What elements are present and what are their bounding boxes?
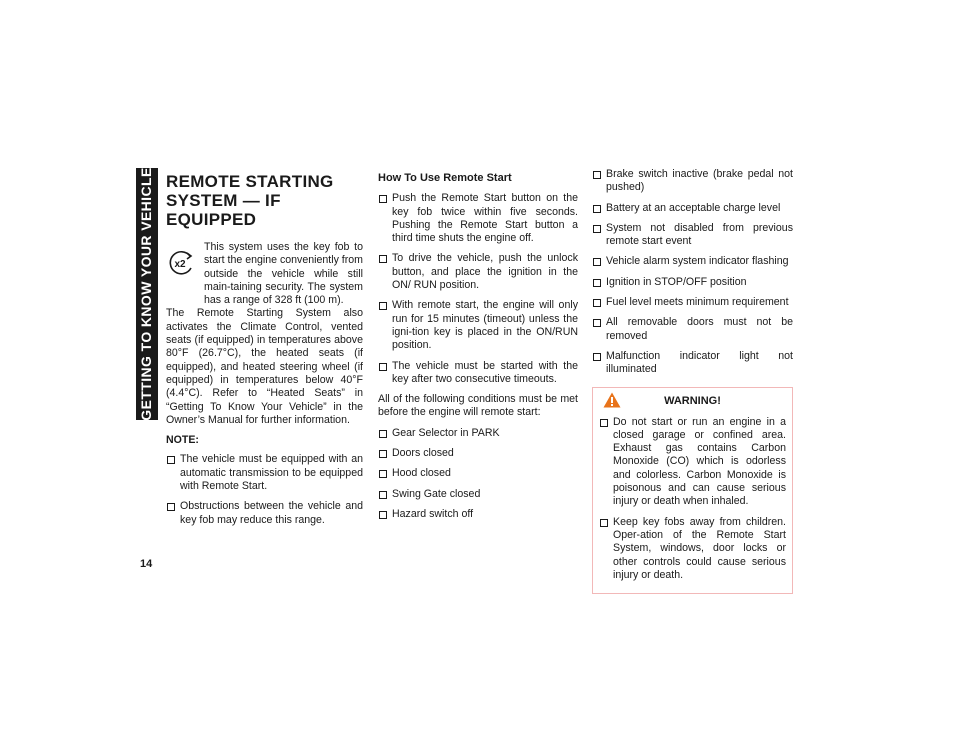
- conditions-continued-list: [592, 168, 793, 377]
- checkbox-bullet-icon: [593, 171, 601, 179]
- intro-paragraph: [166, 241, 363, 307]
- conditions-intro: All of the following conditions must be met before the engine will remote start:: [378, 393, 578, 419]
- list-item: To drive the vehicle, push the unlock button, and place the ignition in the ON/ RUN position.: [378, 252, 578, 292]
- warning-box: [592, 387, 793, 595]
- checkbox-bullet-icon: [379, 491, 387, 499]
- checkbox-bullet-icon: [379, 450, 387, 458]
- intro-text: This system uses the key fob to start the engine conveniently from outside the vehicle while still main-taining security. The system has a range of 328 ft (100 m).: [204, 241, 363, 307]
- checkbox-bullet-icon: [379, 195, 387, 203]
- list-item: Battery at an acceptable charge level: [592, 202, 793, 215]
- list-item: Hood closed: [378, 467, 578, 480]
- fob-icon-label: x2: [174, 259, 186, 270]
- checkbox-bullet-icon: [593, 353, 601, 361]
- checkbox-bullet-icon: [593, 319, 601, 327]
- how-to-list: [378, 192, 578, 386]
- warning-triangle-icon: [603, 392, 621, 408]
- list-item: System not disabled from previous remote start event: [592, 222, 793, 249]
- note-list: [166, 453, 363, 526]
- list-item: All removable doors must not be removed: [592, 316, 793, 343]
- checkbox-bullet-icon: [379, 363, 387, 371]
- list-item: The vehicle must be started with the key after two consecutive timeouts.: [378, 360, 578, 387]
- checkbox-bullet-icon: [593, 258, 601, 266]
- note-label: NOTE:: [166, 434, 199, 447]
- checkbox-bullet-icon: [167, 456, 175, 464]
- page-number: 14: [140, 558, 153, 570]
- checkbox-bullet-icon: [600, 519, 608, 527]
- list-item: Push the Remote Start button on the key fob twice within five seconds. Pushing the Remote Start button a third time shuts the engine off.: [378, 192, 578, 245]
- conditions-list: [378, 427, 578, 521]
- list-item: Gear Selector in PARK: [378, 427, 578, 440]
- checkbox-bullet-icon: [379, 430, 387, 438]
- list-item: Hazard switch off: [378, 508, 578, 521]
- checkbox-bullet-icon: [379, 511, 387, 519]
- warning-header: [599, 394, 786, 408]
- checkbox-bullet-icon: [167, 503, 175, 511]
- column-1: [166, 168, 363, 534]
- list-item: Obstructions between the vehicle and key fob may reduce this range.: [166, 500, 363, 527]
- column-2: [378, 168, 578, 528]
- warning-title: WARNING!: [664, 394, 721, 407]
- checkbox-bullet-icon: [593, 225, 601, 233]
- checkbox-bullet-icon: [600, 419, 608, 427]
- list-item: Do not start or run an engine in a closed garage or confined area. Exhaust gas contains Carbon Monoxide (CO) which is odorless and colorless. Carbon Monoxide is poisonous and can cause serious injury or death when inhaled.: [599, 416, 786, 509]
- list-item: Doors closed: [378, 447, 578, 460]
- checkbox-bullet-icon: [379, 302, 387, 310]
- list-item: Brake switch inactive (brake pedal not pushed): [592, 168, 793, 195]
- list-item: Malfunction indicator light not illuminated: [592, 350, 793, 377]
- list-item: Ignition in STOP/OFF position: [592, 276, 793, 289]
- description-paragraph: The Remote Starting System also activates the Climate Control, vented seats (if equipped) in temperatures above 80°F (26.7°C), the heated seats (if equipped), and heated steering wheel (if equipped) in temperatures below 40°F (4.4°C). Refer to “Heated Seats” in “Getting To Know Your Vehicle” in the Owner’s Manual for further information.: [166, 307, 363, 426]
- chapter-title: GETTING TO KNOW YOUR VEHICLE: [138, 167, 154, 421]
- checkbox-bullet-icon: [593, 299, 601, 307]
- list-item: The vehicle must be equipped with an automatic transmission to be equipped with Remote Start.: [166, 453, 363, 493]
- section-title: REMOTE STARTING SYSTEM — IF EQUIPPED: [166, 172, 334, 229]
- column-3: [592, 168, 793, 594]
- how-to-title: How To Use Remote Start: [378, 172, 512, 184]
- list-item: Swing Gate closed: [378, 488, 578, 501]
- checkbox-bullet-icon: [379, 255, 387, 263]
- list-item: Fuel level meets minimum requirement: [592, 296, 793, 309]
- warning-list: [599, 416, 786, 583]
- list-item: With remote start, the engine will only run for 15 minutes (timeout) unless the igni-tion key is placed in the ON/RUN position.: [378, 299, 578, 352]
- remote-start-x2-icon: [166, 248, 196, 278]
- checkbox-bullet-icon: [593, 205, 601, 213]
- checkbox-bullet-icon: [593, 279, 601, 287]
- list-item: Vehicle alarm system indicator flashing: [592, 255, 793, 268]
- list-item: Keep key fobs away from children. Oper-ation of the Remote Start System, windows, door locks or other controls could cause serious injury or death.: [599, 516, 786, 582]
- checkbox-bullet-icon: [379, 470, 387, 478]
